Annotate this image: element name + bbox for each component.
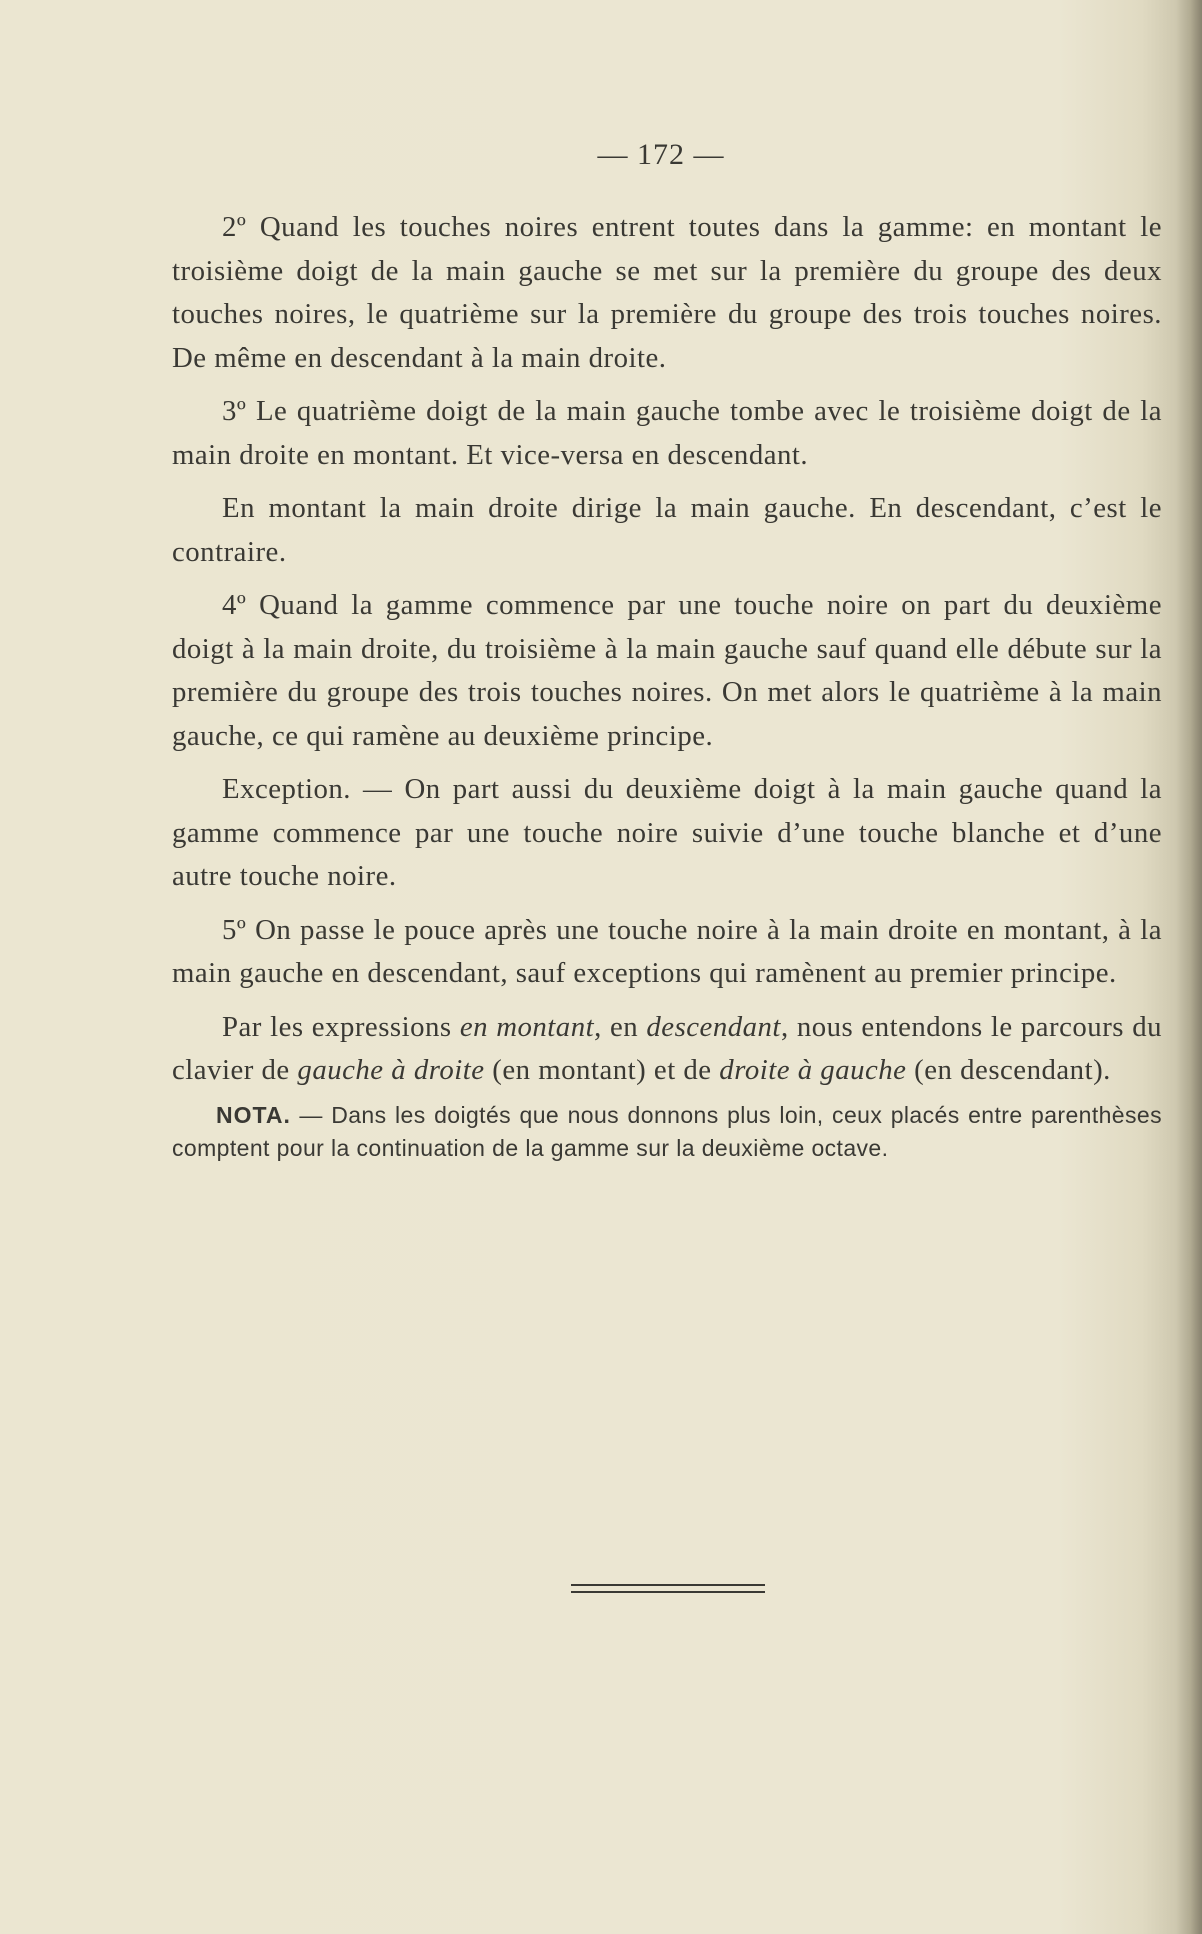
ornament-rule-line [571,1584,765,1586]
expressions-text-4: (en montant) et de [484,1054,720,1086]
expressions-text-1: Par les expressions [222,1010,460,1043]
expressions-text-3: , nous entendons le parcours du clavier de [172,1010,1162,1086]
expressions-text-2: , en [594,1010,647,1043]
nota-label: NOTA. [216,1101,291,1128]
expressions-italic-descendant: descendant [646,1010,781,1043]
expressions-italic-droite-a-gauche: droite à gauche [719,1054,907,1086]
page-edge-shadow [1176,0,1202,1934]
body-text [172,206,1162,1165]
paragraph-exception: Exception. — On part aussi du deuxième doigt à la main gauche quand la gamme commence par une touche noire suivie d’une touche blanche et d’une autre touche noire. [172,773,1162,892]
nota-note [172,1099,1162,1165]
paragraph-4: 4º Quand la gamme commence par une touche noire on part du deuxième doigt à la main droite, du troisième à la main gauche sauf quand elle débute sur la première du groupe des trois touches noires. On met alors le quatrième à la main gauche, ce qui ramène au deuxième principe. [172,589,1162,752]
paragraph-expressions [172,1006,1162,1093]
page-number: — 172 — [597,138,725,171]
paragraph-2: 2º Quand les touches noires entrent toutes dans la gamme: en montant le troisième doigt de la main gauche se met sur la première du groupe des deux touches noires, le quatrième sur la première du groupe des trois touches noires. De même en descendant à la main droite. [172,211,1162,374]
expressions-text-5: (en descendant). [906,1054,1111,1086]
expressions-italic-en-montant: en montant [459,1010,595,1043]
end-ornament-rule [571,1584,765,1598]
paragraph-rule-direction: En montant la main droite dirige la main gauche. En descendant, c’est le contraire. [172,492,1162,568]
paragraph-5: 5º On passe le pouce après une touche noire à la main droite en montant, à la main gauche en descendant, sauf exceptions qui ramènent au premier principe. [172,913,1162,989]
expressions-italic-gauche-a-droite: gauche à droite [297,1054,485,1086]
ornament-rule-line [571,1591,765,1593]
nota-text: — Dans les doigtés que nous donnons plus loin, ceux placés entre parenthèses comptent pour la continuation de la gamme sur la deuxième octave. [172,1101,1162,1161]
paragraph-3: 3º Le quatrième doigt de la main gauche tombe avec le troisième doigt de la main droite en montant. Et vice-versa en descendant. [172,395,1162,471]
